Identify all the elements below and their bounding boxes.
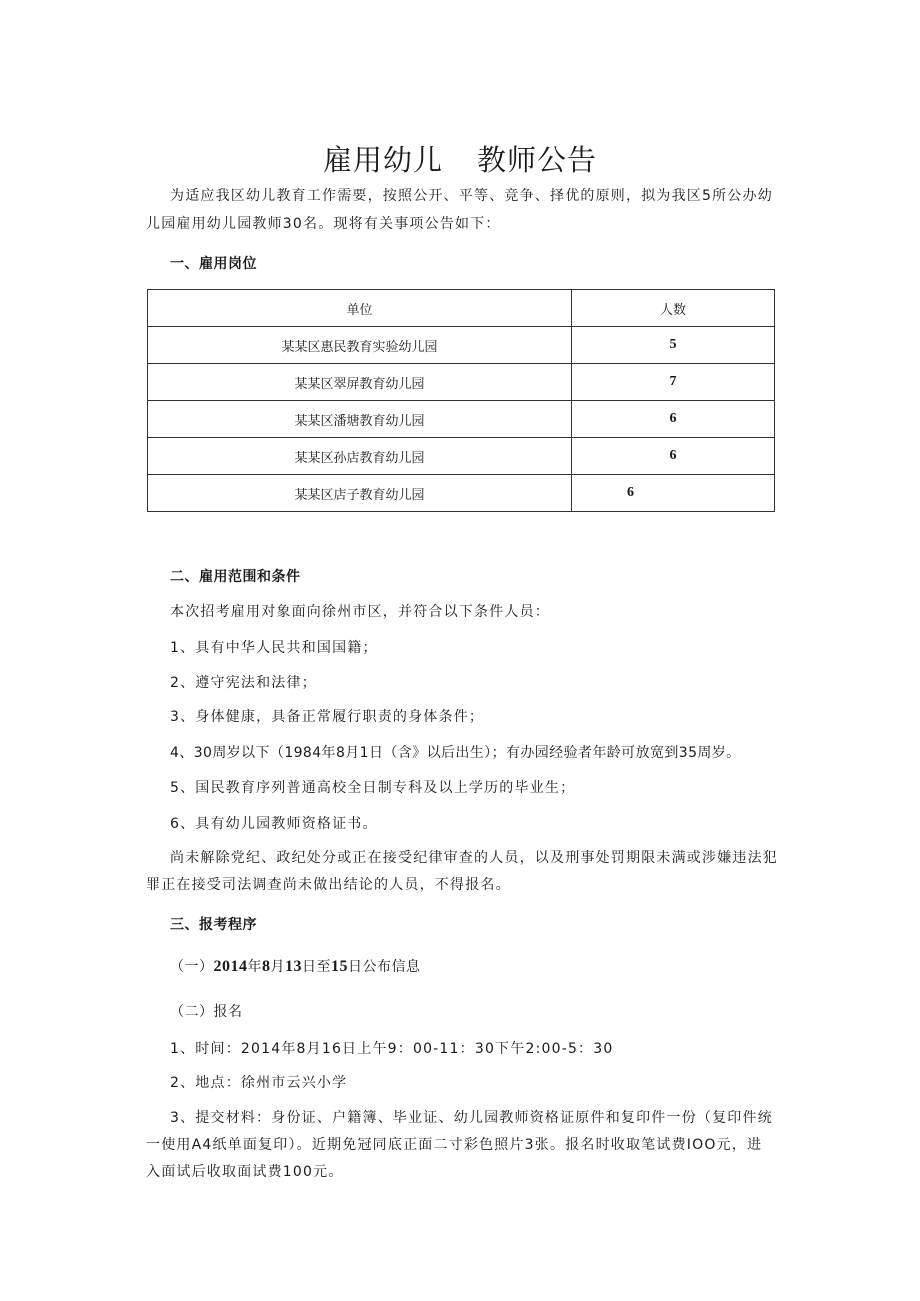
unit-cell: 某某区店子教育幼儿园 <box>148 475 572 512</box>
section-2-lead: 本次招考雇用对象面向徐州市区，并符合以下条件人员： <box>170 604 550 620</box>
table-row <box>148 327 775 364</box>
table-header-row <box>148 290 775 327</box>
materials-line-2: 一使用A4纸单面复印）。近期免冠同底正面二寸彩色照片3张。报名时收取笔试费IOO元，进 <box>146 1137 763 1153</box>
intro-line-2: 儿园雇用幼儿园教师30名。现将有关事项公告如下： <box>146 216 501 232</box>
registration-place: 2、地点：徐州市云兴小学 <box>170 1075 348 1091</box>
materials-line-1: 3、提交材料：身份证、户籍簿、毕业证、幼儿园教师资格证原件和复印件一份（复印件统 <box>170 1110 773 1126</box>
count-cell: 6 <box>572 438 775 475</box>
positions-table <box>147 289 775 512</box>
step-1-heading: （一）2014年8月13日至15日公布信息 <box>170 958 421 975</box>
unit-cell: 某某区孙店教育幼儿园 <box>148 438 572 475</box>
intro-line-1: 为适应我区幼儿教育工作需要，按照公开、平等、竞争、择优的原则，拟为我区5所公办幼 <box>170 188 773 204</box>
unit-cell: 某某区潘塘教育幼儿园 <box>148 401 572 438</box>
step-2-heading: （二）报名 <box>170 1004 243 1020</box>
page-title: 雇用幼儿 教师公告 <box>322 143 598 177</box>
condition-item: 4、30周岁以下（1984年8月1日（含》以后出生）；有办园经验者年龄可放宽到35周岁。 <box>170 745 741 761</box>
condition-item: 2、遵守宪法和法律； <box>170 675 317 691</box>
table-row <box>148 475 775 512</box>
disqualification-note-line-2: 罪正在接受司法调查尚未做出结论的人员，不得报名。 <box>146 877 511 893</box>
unit-cell: 某某区翠屏教育幼儿园 <box>148 364 572 401</box>
disqualification-note-line-1: 尚未解除党纪、政纪处分或正在接受纪律审查的人员，以及刑事处罚期限未满或涉嫌违法犯 <box>170 850 778 866</box>
condition-item: 3、身体健康，具备正常履行职责的身体条件； <box>170 709 485 725</box>
unit-cell: 某某区惠民教育实验幼儿园 <box>148 327 572 364</box>
condition-item: 1、具有中华人民共和国国籍； <box>170 640 378 656</box>
header-unit: 单位 <box>148 290 572 327</box>
section-2-heading: 二、雇用范围和条件 <box>170 569 301 585</box>
count-cell: 6 <box>572 401 775 438</box>
section-1-heading: 一、雇用岗位 <box>170 256 257 272</box>
condition-item: 6、具有幼儿园教师资格证书。 <box>170 816 378 832</box>
table-row <box>148 364 775 401</box>
header-count: 人数 <box>572 290 775 327</box>
section-3-heading: 三、报考程序 <box>170 917 257 933</box>
table-row <box>148 401 775 438</box>
count-cell: 7 <box>572 364 775 401</box>
count-cell: 6 <box>572 475 775 512</box>
table-row <box>148 438 775 475</box>
condition-item: 5、国民教育序列普通高校全日制专科及以上学历的毕业生； <box>170 780 576 796</box>
count-cell: 5 <box>572 327 775 364</box>
registration-time: 1、时间：2014年8月16日上午9：00-11：30下午2:00-5：30 <box>170 1041 614 1057</box>
materials-line-3: 入面试后收取面试费100元。 <box>146 1164 344 1180</box>
